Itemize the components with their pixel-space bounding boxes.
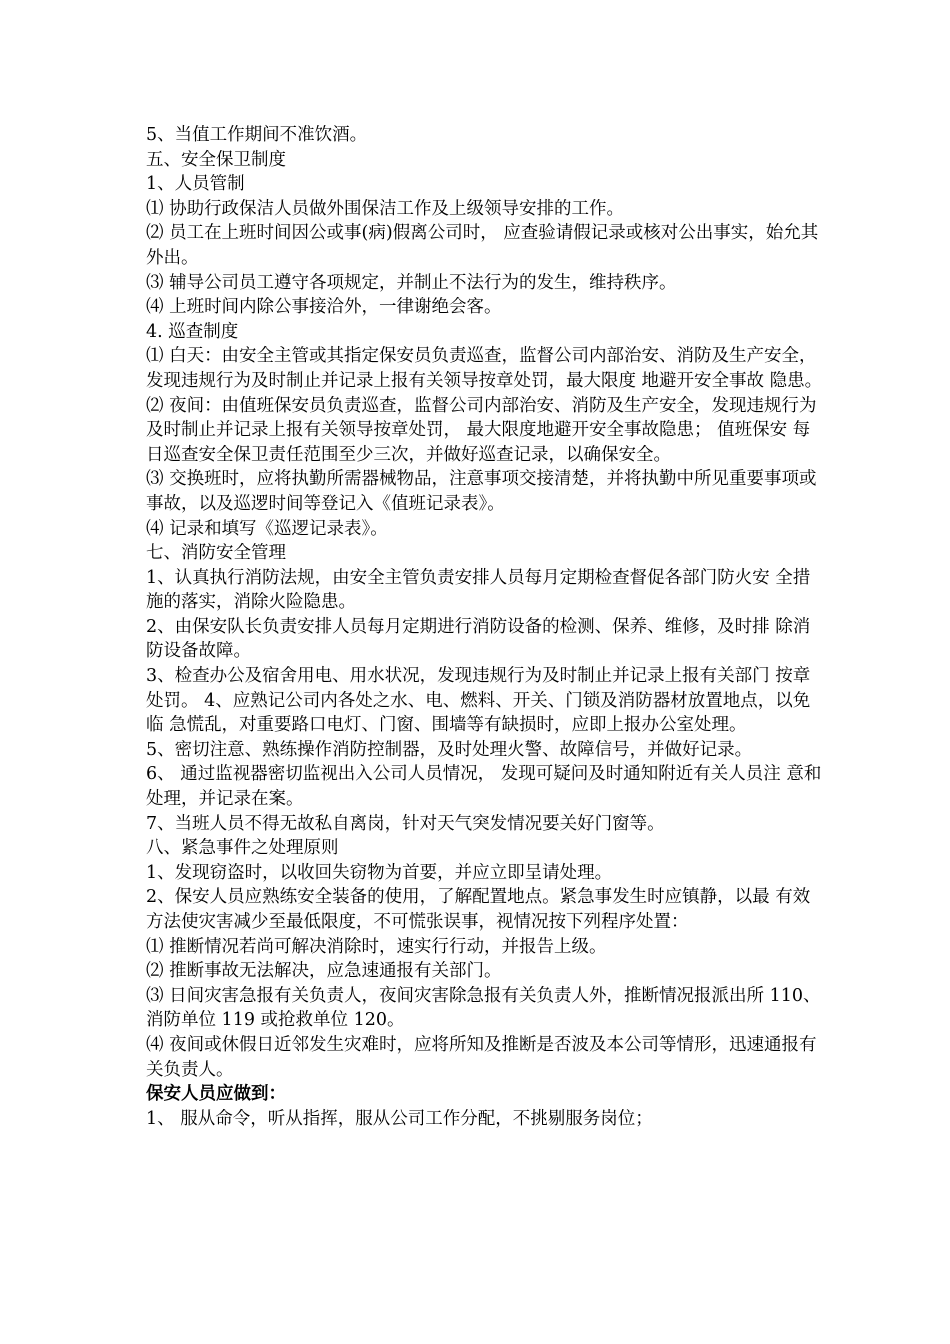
section-heading: 七、消防安全管理	[146, 543, 286, 564]
text-line: ⑵ 推断事故无法解决，应急速通报有关部门。	[146, 961, 502, 982]
text-line: 1、认真执行消防法规，由安全主管负责安排人员每月定期检查督促各部门防火安 全措施的落实，消除火险隐患。	[146, 567, 811, 613]
section-heading: 五、安全保卫制度	[146, 149, 286, 170]
text-line: ⑴ 白天：由安全主管或其指定保安员负责巡查，监督公司内部治安、消防及生产安全，发现违规行为及时制止并记录上报有关领导按章处罚，最大限度 地避开安全事故 隐患。	[146, 346, 823, 391]
text-line: 5、当值工作期间不准饮酒。	[146, 125, 368, 145]
bold-heading: 保安人员应做到：	[146, 1084, 286, 1105]
text-line: 1、发现窃盗时，以收回失窃物为首要，并应立即呈请处理。	[146, 862, 613, 883]
text-line: ⑴ 推断情况若尚可解决消除时，速实行行动，并报告上级。	[146, 936, 607, 957]
subsection-heading: 1、人员管制	[146, 174, 245, 195]
text-line: ⑶ 交换班时，应将执勤所需器械物品，注意事项交接清楚，并将执勤中所见重要事项或事故，以及巡逻时间等登记入《值班记录表》。	[146, 469, 817, 514]
text-line: ⑴ 协助行政保洁人员做外围保洁工作及上级领导安排的工作。	[146, 198, 625, 219]
text-line: 2、由保安队长负责安排人员每月定期进行消防设备的检测、保养、维修，及时排 除消防设备故障。	[146, 616, 811, 662]
text-line: ⑷ 夜间或休假日近邻发生灾难时，应将所知及推断是否波及本公司等情形，迅速通报有关负责人。	[146, 1034, 817, 1080]
text-line: ⑵ 夜间：由值班保安员负责巡查，监督公司内部治安、消防及生产安全，发现违规行为及时制止并记录上报有关领导按章处罚， 最大限度地避开安全事故隐患； 值班保安 每日巡查安全保卫责任范围至少三次，并做好巡查记录，以确保安全。	[146, 395, 817, 465]
section-heading: 八、紧急事件之处理原则	[146, 838, 339, 859]
text-line: 5、密切注意、熟练操作消防控制器，及时处理火警、故障信号，并做好记录。	[146, 739, 753, 760]
text-line: ⑶ 辅导公司员工遵守各项规定，并制止不法行为的发生，维持秩序。	[146, 272, 677, 293]
text-line: ⑶ 日间灾害急报有关负责人，夜间灾害除急报有关负责人外，推断情况报派出所 110、消防单位 119 或抢救单位 120。	[146, 985, 821, 1031]
text-line: 6、 通过监视器密切监视出入公司人员情况， 发现可疑问及时通知附近有关人员注 意和处理，并记录在案。	[146, 764, 822, 810]
text-line: 1、 服从命令，听从指挥，服从公司工作分配，不挑剔服务岗位；	[146, 1108, 653, 1129]
text-line: 3、检查办公及宿舍用电、用水状况，发现违规行为及时制止并记录上报有关部门 按章处罚。 4、应熟记公司内各处之水、电、燃料、开关、门锁及消防器材放置地点，以免临 急慌乱，对重要路口电灯、门窗、围墙等有缺损时，应即上报办公室处理。	[146, 666, 811, 736]
subsection-heading: 4. 巡查制度	[146, 321, 239, 342]
document-body	[146, 123, 826, 1131]
text-line: ⑷ 记录和填写《巡逻记录表》。	[146, 518, 388, 539]
text-line: ⑷ 上班时间内除公事接洽外，一律谢绝会客。	[146, 297, 502, 318]
text-line: ⑵ 员工在上班时间因公或事(病)假离公司时， 应查验请假记录或核对公出事实，始允其外出。	[146, 223, 819, 268]
text-line: 2、保安人员应熟练安全装备的使用，了解配置地点。紧急事发生时应镇静，以最 有效方法使灾害减少至最低限度，不可慌张误事，视情况按下列程序处置：	[146, 887, 811, 932]
text-line: 7、当班人员不得无故私自离岗，针对天气突发情况要关好门窗等。	[146, 813, 665, 834]
